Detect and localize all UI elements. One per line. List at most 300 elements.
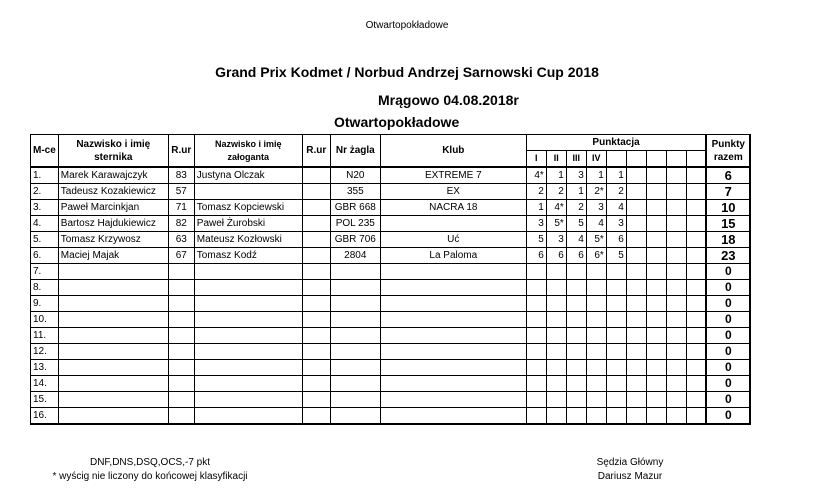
cell-race-8 — [666, 328, 686, 344]
cell-race-3: 6 — [566, 248, 586, 264]
cell-club — [380, 216, 526, 232]
cell-race-2 — [546, 360, 566, 376]
cell-rur-helm — [168, 408, 194, 425]
results-table — [30, 134, 751, 425]
cell-crew — [194, 392, 302, 408]
cell-race-4 — [586, 344, 606, 360]
cell-rur-helm: 83 — [168, 167, 194, 184]
cell-race-2 — [546, 296, 566, 312]
cell-race-3: 3 — [566, 167, 586, 184]
cell-race-7 — [646, 184, 666, 200]
cell-race-1: 4* — [526, 167, 546, 184]
cell-race-6 — [626, 328, 646, 344]
cell-sail — [330, 280, 380, 296]
cell-sail — [330, 344, 380, 360]
cell-rur-crew — [302, 216, 330, 232]
cell-race-5 — [606, 296, 626, 312]
cell-place: 1. — [31, 167, 59, 184]
cell-club: NACRA 18 — [380, 200, 526, 216]
cell-total: 7 — [706, 184, 750, 200]
cell-rur-helm — [168, 392, 194, 408]
cell-race-5: 3 — [606, 216, 626, 232]
cell-race-6 — [626, 167, 646, 184]
cell-race-1: 3 — [526, 216, 546, 232]
cell-race-1: 5 — [526, 232, 546, 248]
cell-race-5 — [606, 264, 626, 280]
judge-block — [560, 456, 700, 484]
cell-rur-helm — [168, 264, 194, 280]
header-rur-crew: R.ur — [302, 135, 330, 168]
cell-club — [380, 296, 526, 312]
cell-crew — [194, 312, 302, 328]
cell-helm: Maciej Majak — [58, 248, 168, 264]
cell-total: 0 — [706, 312, 750, 328]
cell-race-1 — [526, 312, 546, 328]
cell-race-7 — [646, 167, 666, 184]
cell-rur-helm: 71 — [168, 200, 194, 216]
cell-rur-crew — [302, 167, 330, 184]
cell-rur-crew — [302, 248, 330, 264]
cell-race-5 — [606, 280, 626, 296]
cell-total: 0 — [706, 328, 750, 344]
cell-race-1 — [526, 264, 546, 280]
cell-total: 0 — [706, 376, 750, 392]
cell-rur-crew — [302, 360, 330, 376]
cell-race-2: 2 — [546, 184, 566, 200]
cell-place: 10. — [31, 312, 59, 328]
cell-total: 0 — [706, 264, 750, 280]
cell-rur-helm — [168, 376, 194, 392]
cell-race-9 — [686, 392, 706, 408]
cell-race-8 — [666, 264, 686, 280]
cell-total: 0 — [706, 360, 750, 376]
location-date: Mrągowo 04.08.2018r — [378, 92, 519, 108]
cell-race-9 — [686, 248, 706, 264]
cell-crew — [194, 296, 302, 312]
cell-race-4 — [586, 360, 606, 376]
cell-race-7 — [646, 232, 666, 248]
cell-helm — [58, 296, 168, 312]
cell-race-6 — [626, 248, 646, 264]
cell-race-2: 5* — [546, 216, 566, 232]
cell-race-4: 6* — [586, 248, 606, 264]
cell-race-1 — [526, 344, 546, 360]
header-crew: Nazwisko i imię załoganta — [194, 135, 302, 168]
cell-race-1 — [526, 280, 546, 296]
cell-sail: N20 — [330, 167, 380, 184]
cell-rur-crew — [302, 264, 330, 280]
table-row — [31, 216, 751, 232]
cell-sail — [330, 408, 380, 425]
cell-total: 0 — [706, 344, 750, 360]
cell-total: 18 — [706, 232, 750, 248]
cell-race-9 — [686, 232, 706, 248]
cell-sail — [330, 264, 380, 280]
cell-helm — [58, 376, 168, 392]
cell-sail: GBR 706 — [330, 232, 380, 248]
cell-race-3 — [566, 344, 586, 360]
cell-race-3 — [566, 408, 586, 425]
header-race-4: IV — [586, 151, 606, 168]
cell-rur-crew — [302, 200, 330, 216]
cell-race-8 — [666, 248, 686, 264]
table-row — [31, 232, 751, 248]
cell-race-9 — [686, 376, 706, 392]
cell-race-7 — [646, 312, 666, 328]
cell-race-7 — [646, 344, 666, 360]
cell-place: 7. — [31, 264, 59, 280]
cell-race-7 — [646, 328, 666, 344]
table-row — [31, 264, 751, 280]
cell-club — [380, 392, 526, 408]
header-race-8 — [666, 151, 686, 168]
cell-race-1: 6 — [526, 248, 546, 264]
cell-race-6 — [626, 312, 646, 328]
table-row — [31, 344, 751, 360]
cell-rur-crew — [302, 232, 330, 248]
cell-race-2: 1 — [546, 167, 566, 184]
cell-total: 15 — [706, 216, 750, 232]
cell-rur-crew — [302, 280, 330, 296]
cell-race-3: 5 — [566, 216, 586, 232]
cell-helm — [58, 312, 168, 328]
cell-race-9 — [686, 216, 706, 232]
cell-race-7 — [646, 408, 666, 425]
cell-helm — [58, 264, 168, 280]
cell-club — [380, 344, 526, 360]
cell-rur-crew — [302, 296, 330, 312]
cell-race-4 — [586, 280, 606, 296]
cell-place: 11. — [31, 328, 59, 344]
footer-notes — [0, 456, 300, 484]
cell-race-6 — [626, 184, 646, 200]
cell-rur-helm: 57 — [168, 184, 194, 200]
cell-club: Uć — [380, 232, 526, 248]
cell-race-9 — [686, 167, 706, 184]
cell-helm — [58, 280, 168, 296]
cell-race-4: 3 — [586, 200, 606, 216]
header-race-9 — [686, 151, 706, 168]
cell-rur-helm: 82 — [168, 216, 194, 232]
cell-race-8 — [666, 392, 686, 408]
cell-club — [380, 360, 526, 376]
cell-place: 5. — [31, 232, 59, 248]
header-total: Punkty razem — [706, 135, 750, 168]
cell-rur-helm — [168, 360, 194, 376]
cell-race-8 — [666, 200, 686, 216]
cell-race-3 — [566, 280, 586, 296]
cell-race-9 — [686, 184, 706, 200]
class-heading: Otwartopokładowe — [334, 114, 460, 130]
cell-race-8 — [666, 360, 686, 376]
cell-race-4: 5* — [586, 232, 606, 248]
table-row — [31, 184, 751, 200]
cell-race-2 — [546, 264, 566, 280]
cell-rur-crew — [302, 376, 330, 392]
cell-race-1 — [526, 392, 546, 408]
cell-rur-crew — [302, 392, 330, 408]
cell-race-3 — [566, 360, 586, 376]
cell-club — [380, 328, 526, 344]
cell-race-5 — [606, 344, 626, 360]
cell-total: 0 — [706, 392, 750, 408]
cell-crew — [194, 184, 302, 200]
cell-race-6 — [626, 232, 646, 248]
header-sail: Nr żagla — [330, 135, 380, 168]
cell-race-9 — [686, 264, 706, 280]
cell-sail — [330, 296, 380, 312]
cell-race-1 — [526, 328, 546, 344]
cell-race-2: 4* — [546, 200, 566, 216]
cell-crew — [194, 376, 302, 392]
note-discard: * wyścig nie liczony do końcowej klasyfikacji — [52, 471, 248, 482]
cell-race-8 — [666, 408, 686, 425]
cell-helm: Paweł Marcinkjan — [58, 200, 168, 216]
cell-race-7 — [646, 264, 666, 280]
cell-helm — [58, 392, 168, 408]
header-place: M-ce — [31, 135, 59, 168]
cell-race-5 — [606, 376, 626, 392]
cell-crew — [194, 344, 302, 360]
header-race-6 — [626, 151, 646, 168]
cell-helm — [58, 328, 168, 344]
cell-race-1: 1 — [526, 200, 546, 216]
cell-race-6 — [626, 408, 646, 425]
cell-club: EX — [380, 184, 526, 200]
header-race-7 — [646, 151, 666, 168]
cell-place: 14. — [31, 376, 59, 392]
cell-race-4 — [586, 376, 606, 392]
cell-place: 8. — [31, 280, 59, 296]
cell-race-9 — [686, 280, 706, 296]
cell-sail — [330, 328, 380, 344]
cell-race-5: 5 — [606, 248, 626, 264]
cell-rur-crew — [302, 408, 330, 425]
header-race-1: I — [526, 151, 546, 168]
table-row — [31, 408, 751, 425]
cell-race-5 — [606, 360, 626, 376]
header-race-2: II — [546, 151, 566, 168]
cell-sail: POL 235 — [330, 216, 380, 232]
cell-total: 0 — [706, 296, 750, 312]
cell-crew: Tomasz Kopciewski — [194, 200, 302, 216]
cell-rur-crew — [302, 184, 330, 200]
cell-crew — [194, 360, 302, 376]
cell-place: 16. — [31, 408, 59, 425]
cell-crew: Paweł Żurobski — [194, 216, 302, 232]
cell-helm — [58, 408, 168, 425]
cell-race-6 — [626, 280, 646, 296]
cell-club — [380, 264, 526, 280]
cell-helm: Bartosz Hajdukiewicz — [58, 216, 168, 232]
cell-race-9 — [686, 408, 706, 425]
cell-sail: 355 — [330, 184, 380, 200]
cell-race-3 — [566, 264, 586, 280]
cell-place: 13. — [31, 360, 59, 376]
cell-race-5: 2 — [606, 184, 626, 200]
cell-race-7 — [646, 216, 666, 232]
table-row — [31, 280, 751, 296]
cell-helm: Tadeusz Kozakiewicz — [58, 184, 168, 200]
cell-race-7 — [646, 200, 666, 216]
cell-race-2: 6 — [546, 248, 566, 264]
cell-race-7 — [646, 296, 666, 312]
cell-race-5 — [606, 392, 626, 408]
cell-race-5: 1 — [606, 167, 626, 184]
cell-race-6 — [626, 344, 646, 360]
header-helm: Nazwisko i imię sternika — [58, 135, 168, 168]
cell-race-3: 2 — [566, 200, 586, 216]
cell-race-3 — [566, 328, 586, 344]
cell-race-8 — [666, 312, 686, 328]
table-row — [31, 392, 751, 408]
cell-club — [380, 376, 526, 392]
table-row — [31, 312, 751, 328]
cell-race-4: 4 — [586, 216, 606, 232]
cell-race-5 — [606, 328, 626, 344]
cell-place: 3. — [31, 200, 59, 216]
cell-race-6 — [626, 376, 646, 392]
header-club: Klub — [380, 135, 526, 168]
cell-crew: Justyna Olczak — [194, 167, 302, 184]
cell-sail: GBR 668 — [330, 200, 380, 216]
cell-race-4 — [586, 408, 606, 425]
cell-race-1 — [526, 296, 546, 312]
cell-place: 9. — [31, 296, 59, 312]
cell-crew: Tomasz Kodź — [194, 248, 302, 264]
cell-race-6 — [626, 200, 646, 216]
cell-race-3 — [566, 376, 586, 392]
cell-race-1 — [526, 360, 546, 376]
cell-race-2 — [546, 344, 566, 360]
cell-race-5: 6 — [606, 232, 626, 248]
cell-race-4 — [586, 392, 606, 408]
page-title: Grand Prix Kodmet / Norbud Andrzej Sarnowski Cup 2018 — [215, 64, 599, 80]
cell-total: 0 — [706, 408, 750, 425]
cell-race-7 — [646, 280, 666, 296]
table-row — [31, 296, 751, 312]
table-row — [31, 376, 751, 392]
cell-rur-helm — [168, 328, 194, 344]
cell-race-4: 2* — [586, 184, 606, 200]
cell-race-2: 3 — [546, 232, 566, 248]
cell-rur-helm — [168, 280, 194, 296]
cell-rur-helm — [168, 344, 194, 360]
cell-race-5 — [606, 408, 626, 425]
cell-rur-helm: 67 — [168, 248, 194, 264]
top-class-label: Otwartopokładowe — [365, 20, 449, 31]
cell-race-7 — [646, 392, 666, 408]
cell-total: 10 — [706, 200, 750, 216]
cell-club — [380, 280, 526, 296]
cell-race-1 — [526, 408, 546, 425]
cell-race-8 — [666, 184, 686, 200]
cell-race-2 — [546, 408, 566, 425]
cell-total: 0 — [706, 280, 750, 296]
cell-race-9 — [686, 296, 706, 312]
cell-helm: Marek Karawajczyk — [58, 167, 168, 184]
cell-race-3 — [566, 312, 586, 328]
cell-sail — [330, 392, 380, 408]
cell-sail — [330, 376, 380, 392]
cell-race-9 — [686, 200, 706, 216]
table-row — [31, 360, 751, 376]
cell-race-1 — [526, 376, 546, 392]
cell-sail — [330, 360, 380, 376]
cell-race-6 — [626, 216, 646, 232]
cell-place: 2. — [31, 184, 59, 200]
cell-total: 23 — [706, 248, 750, 264]
cell-race-8 — [666, 344, 686, 360]
cell-race-3: 1 — [566, 184, 586, 200]
cell-club — [380, 312, 526, 328]
cell-race-4 — [586, 296, 606, 312]
judge-title: Sędzia Główny — [596, 457, 664, 468]
table-row — [31, 328, 751, 344]
cell-race-2 — [546, 392, 566, 408]
cell-crew — [194, 408, 302, 425]
cell-race-9 — [686, 360, 706, 376]
cell-club: EXTREME 7 — [380, 167, 526, 184]
cell-club — [380, 408, 526, 425]
cell-helm — [58, 344, 168, 360]
cell-rur-crew — [302, 344, 330, 360]
cell-sail — [330, 312, 380, 328]
cell-race-7 — [646, 248, 666, 264]
cell-race-4 — [586, 312, 606, 328]
header-race-5 — [606, 151, 626, 168]
cell-sail: 2804 — [330, 248, 380, 264]
cell-race-1: 2 — [526, 184, 546, 200]
cell-race-6 — [626, 360, 646, 376]
cell-crew — [194, 328, 302, 344]
cell-crew — [194, 280, 302, 296]
cell-race-2 — [546, 312, 566, 328]
cell-race-6 — [626, 392, 646, 408]
cell-race-8 — [666, 296, 686, 312]
cell-race-8 — [666, 232, 686, 248]
cell-race-5 — [606, 312, 626, 328]
cell-race-7 — [646, 360, 666, 376]
cell-race-4: 1 — [586, 167, 606, 184]
cell-race-7 — [646, 376, 666, 392]
cell-rur-helm: 63 — [168, 232, 194, 248]
cell-place: 15. — [31, 392, 59, 408]
cell-race-5: 4 — [606, 200, 626, 216]
cell-race-8 — [666, 167, 686, 184]
cell-place: 6. — [31, 248, 59, 264]
header-scoring: Punktacja — [526, 135, 706, 151]
cell-race-8 — [666, 216, 686, 232]
cell-race-3 — [566, 392, 586, 408]
cell-rur-crew — [302, 312, 330, 328]
cell-race-3: 4 — [566, 232, 586, 248]
header-race-3: III — [566, 151, 586, 168]
header-rur-helm: R.ur — [168, 135, 194, 168]
cell-race-9 — [686, 312, 706, 328]
cell-race-6 — [626, 296, 646, 312]
cell-race-9 — [686, 328, 706, 344]
cell-rur-crew — [302, 328, 330, 344]
cell-rur-helm — [168, 312, 194, 328]
cell-race-2 — [546, 280, 566, 296]
cell-race-6 — [626, 264, 646, 280]
cell-race-2 — [546, 376, 566, 392]
table-row — [31, 248, 751, 264]
cell-race-3 — [566, 296, 586, 312]
judge-name: Dariusz Mazur — [597, 471, 663, 482]
cell-race-4 — [586, 264, 606, 280]
